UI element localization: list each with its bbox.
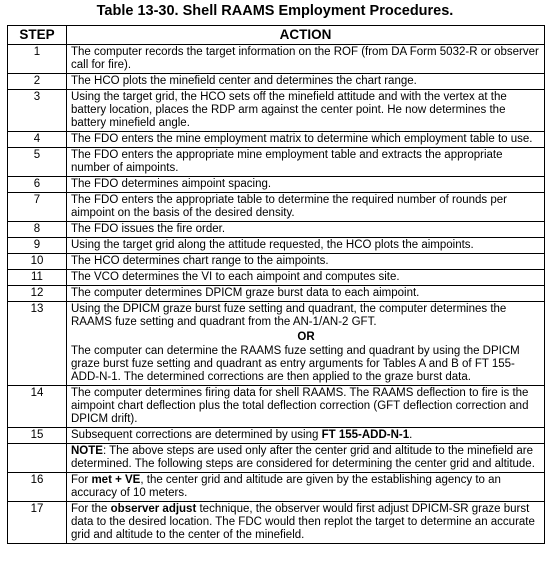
table-row xyxy=(8,270,545,286)
text-run: technique, the observer would first adjust DPICM-SR graze burst data to the desired location. The FDC would then replot the target to determine an accurate grid and altitude to the center of the minefield. xyxy=(71,503,535,541)
action-text: The computer determines firing data for shell RAAMS. The RAAMS deflection to fire is the aimpoint chart deflection plus the total deflection correction (GFT deflection correction and DPICM drift). xyxy=(67,386,545,428)
text-run: Subsequent corrections are determined by using xyxy=(71,429,322,441)
step-number: 1 xyxy=(8,45,67,74)
procedures-table xyxy=(7,25,545,544)
text-run: : The above steps are used only after the center grid and altitude to the minefield are determined. The following steps are considered for determining the center grid and altitude. xyxy=(71,445,535,470)
action-text: Using the target grid along the attitude requested, the HCO plots the aimpoints. xyxy=(67,238,545,254)
step-number: 9 xyxy=(8,238,67,254)
table-row xyxy=(8,132,545,148)
text-run: , the center grid and altitude are given by the establishing agency to an accuracy of 10 meters. xyxy=(71,474,501,499)
table-row xyxy=(8,286,545,302)
table-row xyxy=(8,193,545,222)
action-text xyxy=(67,502,545,544)
table-row xyxy=(8,148,545,177)
note-row xyxy=(8,444,545,473)
step-number: 14 xyxy=(8,386,67,428)
step-column-header: STEP xyxy=(8,26,67,45)
step-number: 16 xyxy=(8,473,67,502)
action-text: The VCO determines the VI to each aimpoint and computes site. xyxy=(67,270,545,286)
text-run: For xyxy=(71,474,92,486)
action-text: Using the target grid, the HCO sets off the minefield attitude and with the vertex at the battery location, places the RDP arm against the center point. He now determines the battery minefield angle. xyxy=(67,90,545,132)
action-text: The HCO determines chart range to the aimpoints. xyxy=(67,254,545,270)
step-number: 10 xyxy=(8,254,67,270)
table-row xyxy=(8,74,545,90)
term-bold: met + VE xyxy=(91,474,141,486)
or-separator: OR xyxy=(297,331,315,343)
step-number: 13 xyxy=(8,302,67,386)
table-row xyxy=(8,473,545,502)
action-text-part: Using the DPICM graze burst fuze setting and quadrant, the computer determines the RAAMS fuze setting and quadrant from the AN-1/AN-2 GFT. xyxy=(71,303,507,328)
action-text xyxy=(67,302,545,386)
step-number: 12 xyxy=(8,286,67,302)
action-text-part: The computer can determine the RAAMS fuze setting and quadrant by using the DPICM graze burst fuze setting and quadrant as entry arguments for Tables A and B of FT 155-ADD-N-1. The determined corrections are then applied to the graze burst data. xyxy=(71,345,520,383)
action-column-header: ACTION xyxy=(67,26,545,45)
step-number: 11 xyxy=(8,270,67,286)
step-number xyxy=(8,444,67,473)
table-row xyxy=(8,238,545,254)
action-text xyxy=(67,473,545,502)
text-run: . xyxy=(409,429,413,441)
step-number: 4 xyxy=(8,132,67,148)
step-number: 5 xyxy=(8,148,67,177)
text-run: For the xyxy=(71,503,111,515)
step-number: 17 xyxy=(8,502,67,544)
table-row xyxy=(8,177,545,193)
term-bold: observer adjust xyxy=(110,503,197,515)
table-row xyxy=(8,90,545,132)
note-text xyxy=(67,444,545,473)
note-label: NOTE xyxy=(71,445,103,457)
action-text: The FDO issues the fire order. xyxy=(67,222,545,238)
table-title: Table 13-30. Shell RAAMS Employment Procedures. xyxy=(96,3,454,19)
step-number: 7 xyxy=(8,193,67,222)
table-row xyxy=(8,428,545,444)
table-row xyxy=(8,45,545,74)
table-row xyxy=(8,386,545,428)
action-text: The FDO enters the appropriate table to determine the required number of rounds per aimpoint on the basis of the desired density. xyxy=(67,193,545,222)
table-row xyxy=(8,302,545,386)
action-text xyxy=(67,428,545,444)
action-text: The HCO plots the minefield center and determines the chart range. xyxy=(67,74,545,90)
action-text: The computer records the target information on the ROF (from DA Form 5032-R or observer call for fire). xyxy=(67,45,545,74)
step-number: 3 xyxy=(8,90,67,132)
action-text: The FDO determines aimpoint spacing. xyxy=(67,177,545,193)
step-number: 15 xyxy=(8,428,67,444)
step-number: 6 xyxy=(8,177,67,193)
step-number: 2 xyxy=(8,74,67,90)
table-row xyxy=(8,222,545,238)
table-row xyxy=(8,254,545,270)
action-text: The FDO enters the appropriate mine employment table and extracts the appropriate number of aimpoints. xyxy=(67,148,545,177)
table-row xyxy=(8,502,545,544)
action-text: The FDO enters the mine employment matrix to determine which employment table to use. xyxy=(67,132,545,148)
reference-bold: FT 155-ADD-N-1 xyxy=(321,429,410,441)
action-text: The computer determines DPICM graze burst data to each aimpoint. xyxy=(67,286,545,302)
step-number: 8 xyxy=(8,222,67,238)
header-row xyxy=(8,26,545,45)
